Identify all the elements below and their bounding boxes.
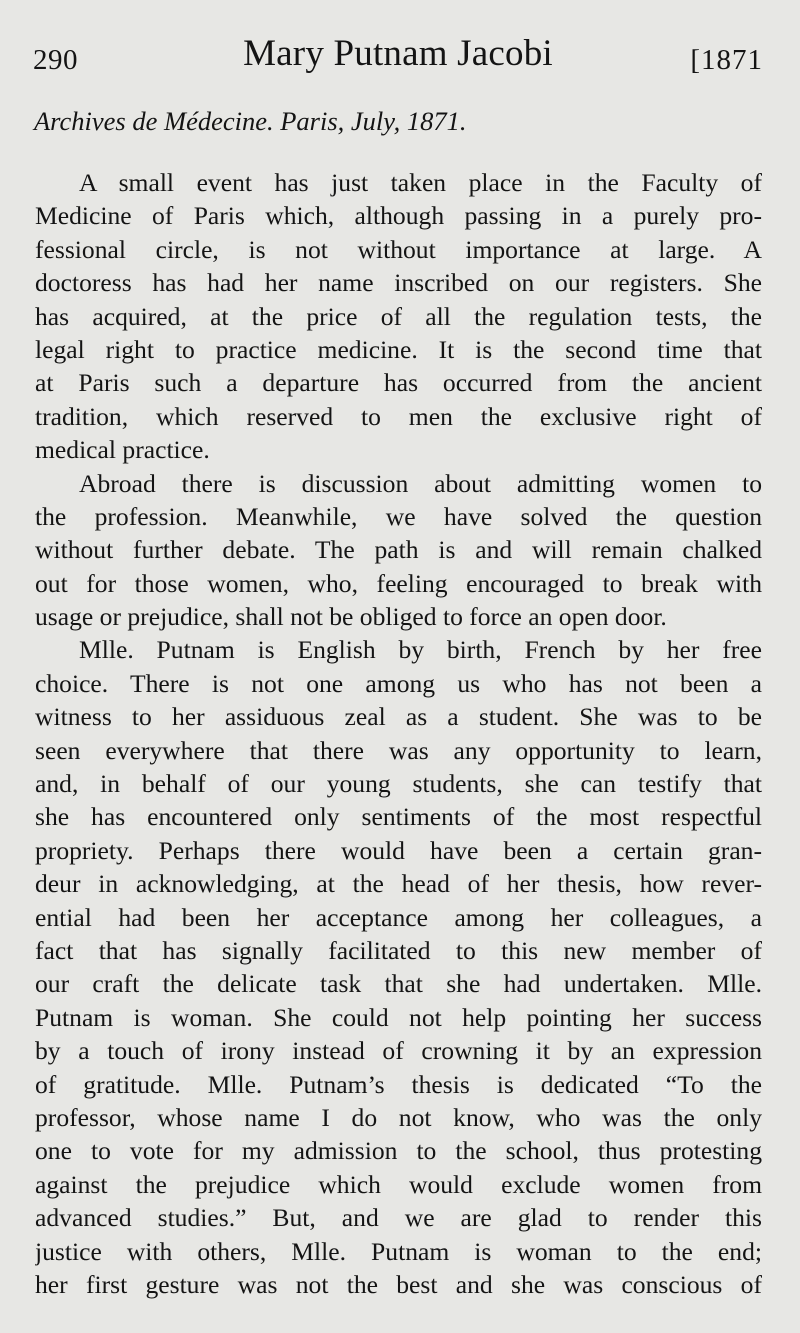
- body-line: choice. There is not one among us who has not been a: [35, 668, 762, 698]
- body-line: without further debate. The path is and will remain chalked: [35, 535, 762, 565]
- body-line: Mlle. Putnam is English by birth, French by her free: [79, 635, 762, 665]
- body-line: against the prejudice which would exclude women from: [35, 1169, 762, 1199]
- body-line: fact that has signally facilitated to this new member of: [35, 935, 762, 965]
- running-title: Mary Putnam Jacobi: [243, 33, 553, 74]
- body-line: fessional circle, is not without importance at large. A: [35, 234, 762, 264]
- body-line: advanced studies.” But, and we are glad to render this: [35, 1203, 762, 1233]
- body-line: professor, whose name I do not know, who was the only: [35, 1102, 762, 1132]
- body-line: legal right to practice medicine. It is the second time that: [35, 334, 762, 364]
- body-line: witness to her assiduous zeal as a student. She was to be: [35, 702, 762, 732]
- body-line: out for those women, who, feeling encouraged to break with: [35, 568, 762, 598]
- body-line: Putnam is woman. She could not help pointing her success: [35, 1002, 762, 1032]
- body-line: one to vote for my admission to the school, thus protesting: [35, 1136, 762, 1166]
- body-line: Abroad there is discussion about admitting women to: [79, 468, 762, 498]
- body-line: by a touch of irony instead of crowning it by an expression: [35, 1036, 762, 1066]
- body-line: the profession. Meanwhile, we have solved the question: [35, 501, 762, 531]
- body-line: usage or prejudice, shall not be obliged to force an open door.: [35, 602, 667, 632]
- body-line: justice with others, Mlle. Putnam is woman to the end;: [35, 1236, 762, 1266]
- body-line: she has encountered only sentiments of the most respectful: [35, 802, 762, 832]
- body-line: her first gesture was not the best and she was conscious of: [35, 1269, 762, 1299]
- body-line: doctoress has had her name inscribed on our registers. She: [35, 268, 762, 298]
- body-line: tradition, which reserved to men the exclusive right of: [35, 401, 762, 431]
- dateline: Archives de Médecine. Paris, July, 1871.: [34, 106, 467, 136]
- body-line: medical practice.: [35, 435, 210, 465]
- running-head: [33, 24, 763, 84]
- body-line: A small event has just taken place in the Faculty of: [79, 168, 762, 197]
- running-year: [1871: [690, 44, 763, 76]
- body-line: ential had been her acceptance among her colleagues, a: [35, 902, 762, 932]
- body-text: [35, 166, 762, 1306]
- body-line: our craft the delicate task that she had undertaken. Mlle.: [35, 969, 762, 999]
- body-line: has acquired, at the price of all the regulation tests, the: [35, 301, 762, 331]
- body-line: at Paris such a departure has occurred from the ancient: [35, 368, 762, 398]
- body-line: seen everywhere that there was any opportunity to learn,: [35, 735, 762, 765]
- body-line: propriety. Perhaps there would have been a certain gran-: [35, 835, 762, 865]
- body-line: deur in acknowledging, at the head of her thesis, how rever-: [35, 869, 762, 899]
- body-line: and, in behalf of our young students, she can testify that: [35, 769, 762, 799]
- page-number: 290: [33, 44, 78, 76]
- body-line: of gratitude. Mlle. Putnam’s thesis is dedicated “To the: [35, 1069, 762, 1099]
- body-line: Medicine of Paris which, although passing in a purely pro-: [35, 201, 762, 231]
